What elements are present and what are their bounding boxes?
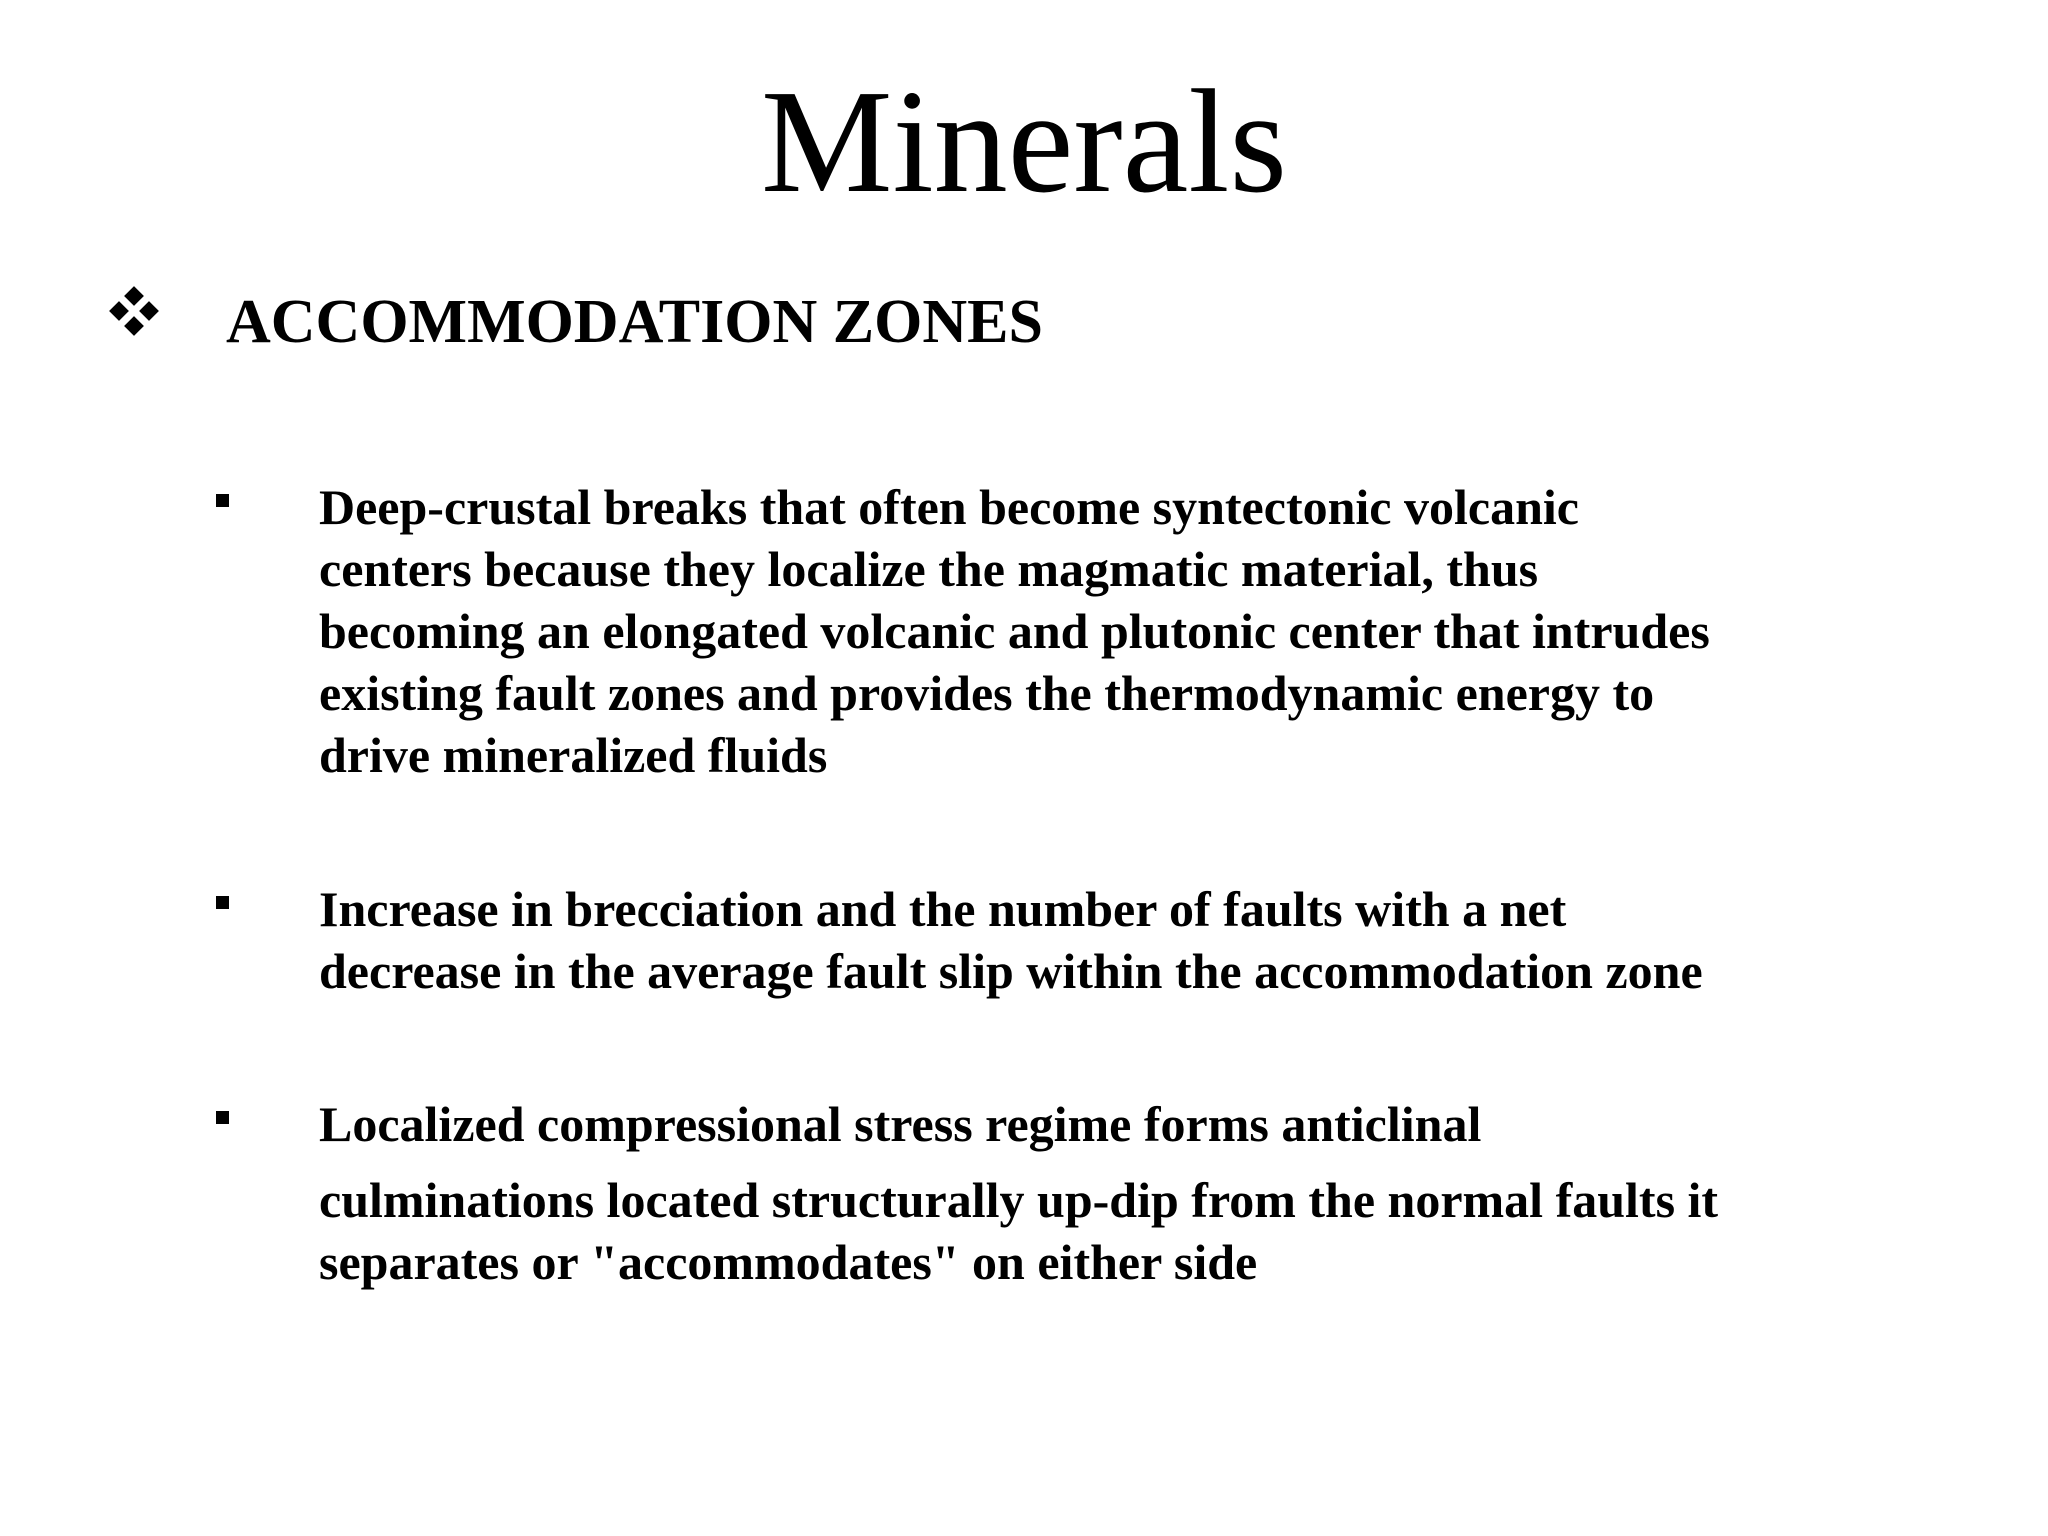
bullet-line: existing fault zones and provides the thermodynamic energy to: [319, 665, 1655, 721]
bullet-line: drive mineralized fluids: [319, 727, 828, 783]
bullet-line: separates or "accommodates" on either side: [319, 1234, 1258, 1290]
square-bullet-icon: [216, 494, 229, 507]
bullet-line: culminations located structurally up-dip from the normal faults it: [319, 1172, 1719, 1228]
bullet-line: decrease in the average fault slip within the accommodation zone: [319, 943, 1703, 999]
bullet-text-3: [319, 1093, 2019, 1293]
bullet-line: Increase in brecciation and the number of faults with a net: [319, 881, 1567, 937]
section-heading-row: [112, 282, 1043, 362]
bullet-line: centers because they localize the magmatic material, thus: [319, 541, 1539, 597]
bullet-text-2: [319, 878, 2019, 1002]
bullet-item-3: [216, 1093, 2019, 1293]
square-bullet-icon: [216, 896, 229, 909]
bullet-line: Localized compressional stress regime forms anticlinal: [319, 1096, 1482, 1152]
bullet-text-1: [319, 476, 2019, 786]
bullet-item-1: [216, 476, 2019, 786]
diamond-bullet-icon: [112, 289, 156, 333]
bullet-line: becoming an elongated volcanic and plutonic center that intrudes: [319, 603, 1710, 659]
slide-title: Minerals: [760, 60, 1288, 224]
square-bullet-icon: [216, 1111, 229, 1124]
bullet-item-2: [216, 878, 2019, 1002]
section-heading: ACCOMMODATION ZONES: [226, 288, 1043, 356]
bullet-line: Deep-crustal breaks that often become syntectonic volcanic: [319, 479, 1579, 535]
